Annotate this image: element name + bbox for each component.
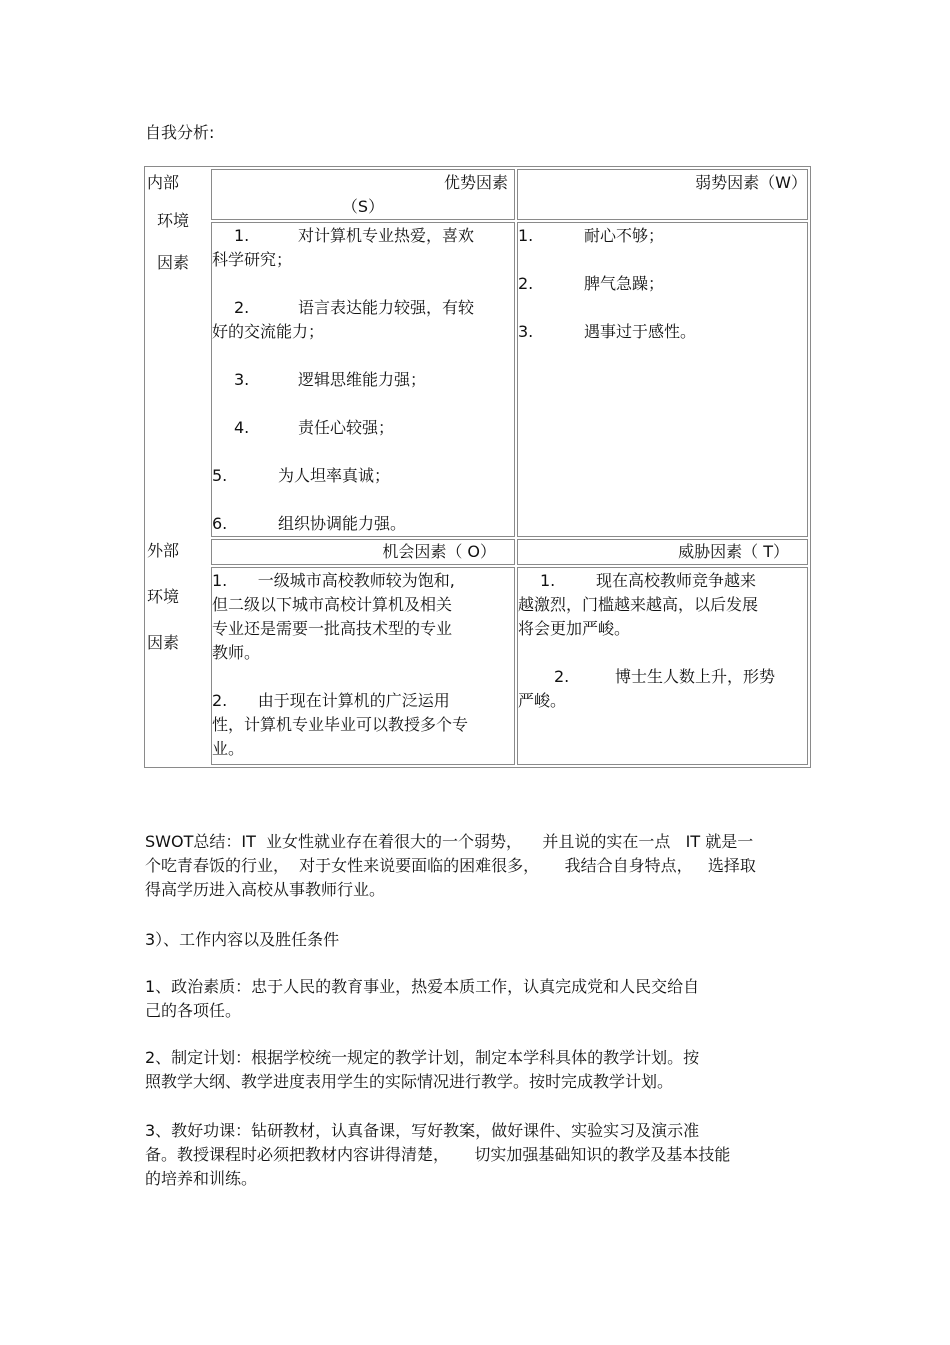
strength-item-4 [212, 416, 514, 440]
swot-summary [145, 830, 810, 902]
strength-num: 1. [234, 226, 250, 245]
strength-text: 责任心较强； [298, 418, 395, 437]
opportunity-line: 但二级以下城市高校计算机及相关 [212, 595, 453, 614]
work-item-line: 3、教好功课：钻研教材，认真备课，写好教案，做好课件、实验实习及演示准 [145, 1121, 700, 1140]
strength-text: 组织协调能力强。 [278, 514, 407, 533]
strength-text: 对计算机专业热爱，喜欢 [298, 226, 475, 245]
strength-item-6 [212, 512, 514, 536]
summary-line: 个吃青春饭的行业， 对于女性来说要面临的困难很多， 我结合自身特点， 选择取 [145, 856, 756, 875]
strength-num: 5. [212, 466, 228, 485]
page-heading: 自我分析: [145, 123, 215, 142]
strength-header [211, 169, 515, 220]
strengths-cell [211, 222, 515, 537]
internal-side-3: 因素 [157, 253, 190, 272]
strength-text: 为人坦率真诚； [278, 466, 391, 485]
threat-line: 2. 博士生人数上升，形势 [554, 667, 776, 686]
opportunity-header: 机会因素（ O） [211, 539, 515, 565]
internal-side-1: 内部 [147, 173, 180, 192]
weakness-num: 1. [518, 226, 534, 245]
opportunity-line: 2. 由于现在计算机的广泛运用 [212, 691, 450, 710]
strength-num: 3. [234, 370, 250, 389]
external-side-label [147, 539, 209, 765]
opportunity-item-1 [212, 569, 514, 665]
weakness-item-1 [518, 224, 807, 248]
strength-header-sub: （S） [341, 197, 385, 216]
threats-cell [517, 567, 808, 765]
strength-num: 4. [234, 418, 250, 437]
threat-header: 威胁因素（ T） [517, 539, 808, 565]
strength-text: 逻辑思维能力强； [298, 370, 427, 389]
weaknesses-cell [517, 222, 808, 537]
summary-line: 得高学历进入高校从事教师行业。 [145, 880, 386, 899]
opportunity-line: 性，计算机专业毕业可以教授多个专 [212, 715, 469, 734]
strength-text: 语言表达能力较强，有较 [298, 298, 475, 317]
weakness-num: 2. [518, 274, 534, 293]
work-item-line: 1、政治素质：忠于人民的教育事业，热爱本质工作，认真完成党和人民交给自 [145, 977, 700, 996]
weakness-header-title: 弱势因素（W） [695, 173, 807, 192]
internal-header-row [147, 169, 808, 220]
work-item-1 [145, 975, 810, 1023]
external-side-3: 因素 [147, 633, 180, 652]
opportunity-line: 专业还是需要一批高技术型的专业 [212, 619, 453, 638]
external-side-1: 外部 [147, 541, 180, 560]
strength-cont: 好的交流能力； [212, 322, 325, 341]
internal-side-label [147, 169, 209, 537]
opportunities-cell [211, 567, 515, 765]
strength-num: 2. [234, 298, 250, 317]
threat-line: 1. 现在高校教师竞争越来 [540, 571, 756, 590]
strength-item-3 [212, 368, 514, 392]
weakness-text: 脾气急躁； [584, 274, 665, 293]
strength-item-2 [212, 296, 514, 344]
swot-table [144, 166, 811, 768]
threat-item-2 [518, 665, 807, 713]
summary-line: SWOT总结：IT 业女性就业存在着很大的一个弱势， 并且说的实在一点 IT 就是一 [145, 832, 754, 851]
threat-line: 严峻。 [518, 691, 567, 710]
work-item-2 [145, 1046, 810, 1094]
opportunity-line: 教师。 [212, 643, 261, 662]
work-item-line: 备。教授课程时必须把教材内容讲得清楚， 切实加强基础知识的教学及基本技能 [145, 1145, 731, 1164]
weakness-num: 3. [518, 322, 534, 341]
threat-item-1 [518, 569, 807, 641]
section-title: 3）、工作内容以及胜任条件 [145, 930, 340, 949]
threat-line: 将会更加严峻。 [518, 619, 631, 638]
external-header-row [147, 539, 808, 565]
weakness-item-3 [518, 320, 807, 344]
strength-item-5 [212, 464, 514, 488]
weakness-header [517, 169, 808, 220]
external-side-2: 环境 [147, 587, 180, 606]
weakness-text: 耐心不够； [584, 226, 665, 245]
work-item-line: 的培养和训练。 [145, 1169, 258, 1188]
work-item-3 [145, 1119, 810, 1191]
weakness-item-2 [518, 272, 807, 296]
strength-item-1 [212, 224, 514, 272]
external-content-row [147, 567, 808, 765]
opportunity-line: 1. 一级城市高校教师较为饱和, [212, 571, 455, 590]
work-item-line: 己的各项任。 [145, 1001, 242, 1020]
work-item-line: 2、制定计划：根据学校统一规定的教学计划，制定本学科具体的教学计划。按 [145, 1048, 700, 1067]
opportunity-line: 业。 [212, 739, 245, 758]
weakness-text: 遇事过于感性。 [584, 322, 697, 341]
internal-side-2: 环境 [157, 211, 190, 230]
strength-cont: 科学研究； [212, 250, 293, 269]
opportunity-item-2 [212, 689, 514, 761]
work-item-line: 照教学大纲、教学进度表用学生的实际情况进行教学。按时完成教学计划。 [145, 1072, 674, 1091]
threat-line: 越激烈，门槛越来越高，以后发展 [518, 595, 759, 614]
internal-content-row [147, 222, 808, 537]
strength-header-title: 优势因素 [443, 173, 508, 192]
strength-num: 6. [212, 514, 228, 533]
